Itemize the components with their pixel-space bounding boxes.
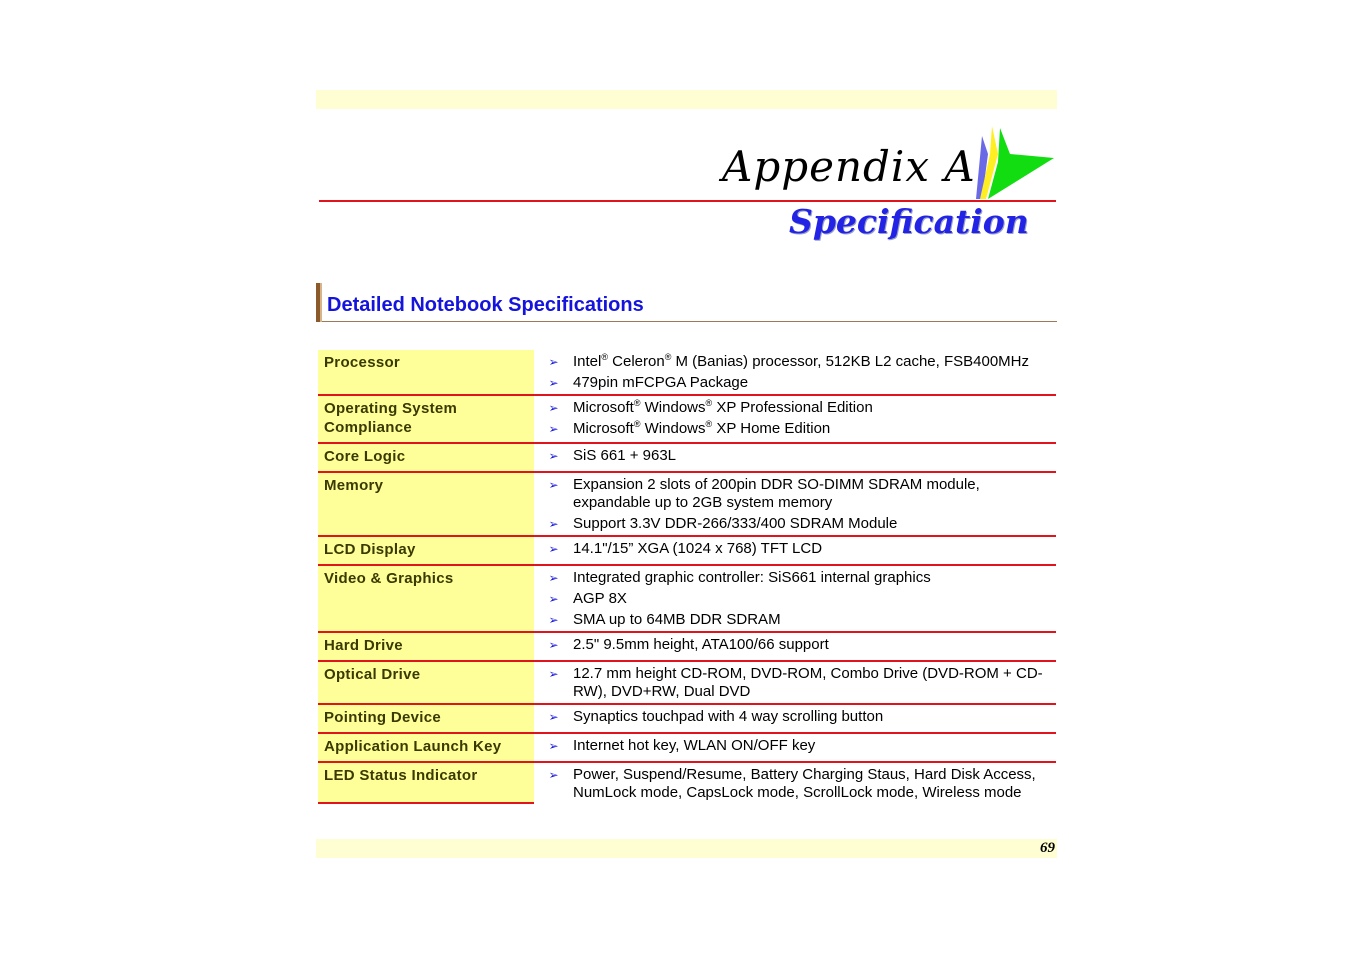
spec-value-text: Support 3.3V DDR-266/333/400 SDRAM Module xyxy=(573,515,898,532)
spec-values xyxy=(534,444,1056,471)
spec-row xyxy=(318,444,1056,473)
spec-item xyxy=(534,350,1056,371)
spec-label: Memory xyxy=(318,473,534,535)
spec-value-text: Expansion 2 slots of 200pin DDR SO-DIMM SDRAM module, expandable up to 2GB system memory xyxy=(573,476,980,511)
spec-item xyxy=(534,633,1056,654)
spec-value xyxy=(573,396,1056,417)
arrow-bullet-icon: ➢ xyxy=(548,517,559,531)
spec-item xyxy=(534,371,1056,392)
spec-item xyxy=(534,512,1056,533)
spec-value-text: Intel xyxy=(573,353,602,370)
arrow-bullet-icon: ➢ xyxy=(548,355,559,369)
arrow-bullet-icon: ➢ xyxy=(548,768,559,782)
spec-row xyxy=(318,350,1056,396)
spec-label: Processor xyxy=(318,350,534,394)
spec-label: LED Status Indicator xyxy=(318,763,534,804)
spec-value-text: Microsoft xyxy=(573,420,634,437)
spec-item xyxy=(534,608,1056,629)
footer-band xyxy=(316,839,1057,858)
arrow-bullet-icon: ➢ xyxy=(548,449,559,463)
section-heading: Detailed Notebook Specifications xyxy=(327,294,644,316)
spec-values xyxy=(534,633,1056,660)
spec-item xyxy=(534,417,1056,438)
page-number: 69 xyxy=(1040,840,1055,856)
spec-value xyxy=(573,763,1056,802)
section-marker xyxy=(316,283,322,322)
arrow-bullet-icon: ➢ xyxy=(548,710,559,724)
arrow-bullet-icon: ➢ xyxy=(548,401,559,415)
arrow-bullet-icon: ➢ xyxy=(548,422,559,436)
spec-value-text: Synaptics touchpad with 4 way scrolling button xyxy=(573,708,884,725)
spec-values xyxy=(534,705,1056,732)
top-header-band xyxy=(316,90,1057,109)
registered-mark: ® xyxy=(633,398,641,408)
spec-value-text: Power, Suspend/Resume, Battery Charging Staus, Hard Disk Access, NumLock mode, CapsLock mode, ScrollLock mode, Wireless mode xyxy=(573,766,1036,801)
spec-item xyxy=(534,537,1056,558)
spec-values xyxy=(534,396,1056,442)
spec-value-text: XP Home Edition xyxy=(712,420,831,437)
spec-row xyxy=(318,763,1056,804)
registered-mark: ® xyxy=(705,419,713,429)
spec-values xyxy=(534,763,1056,804)
spec-value-text: M (Banias) processor, 512KB L2 cache, FSB400MHz xyxy=(671,353,1030,370)
spec-row xyxy=(318,662,1056,705)
spec-value xyxy=(573,633,1056,654)
spec-value xyxy=(573,512,1056,533)
spec-value-text: Integrated graphic controller: SiS661 internal graphics xyxy=(573,569,931,586)
spec-row xyxy=(318,705,1056,734)
registered-mark: ® xyxy=(633,419,641,429)
registered-mark: ® xyxy=(664,352,672,362)
spec-value xyxy=(573,371,1056,392)
spec-value-text: 479pin mFCPGA Package xyxy=(573,374,749,391)
spec-values xyxy=(534,566,1056,631)
arrow-bullet-icon: ➢ xyxy=(548,638,559,652)
spec-value xyxy=(573,734,1056,755)
spec-value xyxy=(573,566,1056,587)
appendix-logo-icon xyxy=(972,124,1056,200)
spec-value-text: Internet hot key, WLAN ON/OFF key xyxy=(573,737,816,754)
spec-row xyxy=(318,473,1056,537)
spec-item xyxy=(534,396,1056,417)
spec-label: Pointing Device xyxy=(318,705,534,732)
arrow-bullet-icon: ➢ xyxy=(548,376,559,390)
spec-value-text: Windows xyxy=(640,420,706,437)
section-divider xyxy=(322,321,1057,322)
arrow-bullet-icon: ➢ xyxy=(548,667,559,681)
spec-value xyxy=(573,473,1056,512)
spec-label: Application Launch Key xyxy=(318,734,534,761)
registered-mark: ® xyxy=(705,398,713,408)
spec-value-text: Microsoft xyxy=(573,399,634,416)
spec-value-text: SMA up to 64MB DDR SDRAM xyxy=(573,611,781,628)
spec-label: Core Logic xyxy=(318,444,534,471)
spec-value-text: AGP 8X xyxy=(573,590,627,607)
arrow-bullet-icon: ➢ xyxy=(548,613,559,627)
spec-value xyxy=(573,350,1056,371)
spec-label: Optical Drive xyxy=(318,662,534,703)
spec-value-text: SiS 661 + 963L xyxy=(573,447,677,464)
spec-values xyxy=(534,537,1056,564)
spec-value-text: Windows xyxy=(640,399,706,416)
spec-value xyxy=(573,444,1056,465)
spec-value xyxy=(573,662,1056,701)
spec-value xyxy=(573,608,1056,629)
spec-values xyxy=(534,473,1056,535)
spec-row xyxy=(318,566,1056,633)
spec-value-text: Celeron xyxy=(608,353,665,370)
arrow-bullet-icon: ➢ xyxy=(548,739,559,753)
spec-value xyxy=(573,537,1056,558)
spec-value-text: XP Professional Edition xyxy=(712,399,873,416)
specification-title: Specification xyxy=(789,202,1029,241)
appendix-title: Appendix A xyxy=(722,142,976,191)
spec-item xyxy=(534,763,1056,802)
spec-label: Hard Drive xyxy=(318,633,534,660)
spec-row xyxy=(318,537,1056,566)
spec-value xyxy=(573,417,1056,438)
spec-value-text: 12.7 mm height CD-ROM, DVD-ROM, Combo Drive (DVD-ROM + CD-RW), DVD+RW, Dual DVD xyxy=(573,665,1043,700)
spec-label: Operating System Compliance xyxy=(318,396,534,442)
spec-item xyxy=(534,473,1056,512)
spec-row xyxy=(318,734,1056,763)
spec-value xyxy=(573,587,1056,608)
spec-values xyxy=(534,734,1056,761)
spec-label: Video & Graphics xyxy=(318,566,534,631)
spec-item xyxy=(534,566,1056,587)
spec-item xyxy=(534,705,1056,726)
logo-green-wing xyxy=(988,128,1054,199)
spec-value xyxy=(573,705,1056,726)
spec-item xyxy=(534,662,1056,701)
spec-values xyxy=(534,662,1056,703)
spec-value-text: 2.5" 9.5mm height, ATA100/66 support xyxy=(573,636,829,653)
arrow-bullet-icon: ➢ xyxy=(548,542,559,556)
spec-table xyxy=(318,350,1056,804)
spec-item xyxy=(534,734,1056,755)
spec-values xyxy=(534,350,1056,394)
spec-label: LCD Display xyxy=(318,537,534,564)
arrow-bullet-icon: ➢ xyxy=(548,592,559,606)
spec-item xyxy=(534,444,1056,465)
spec-row xyxy=(318,633,1056,662)
registered-mark: ® xyxy=(601,352,608,362)
arrow-bullet-icon: ➢ xyxy=(548,571,559,585)
spec-item xyxy=(534,587,1056,608)
arrow-bullet-icon: ➢ xyxy=(548,478,559,492)
spec-row xyxy=(318,396,1056,444)
spec-value-text: 14.1"/15” XGA (1024 x 768) TFT LCD xyxy=(573,540,823,557)
